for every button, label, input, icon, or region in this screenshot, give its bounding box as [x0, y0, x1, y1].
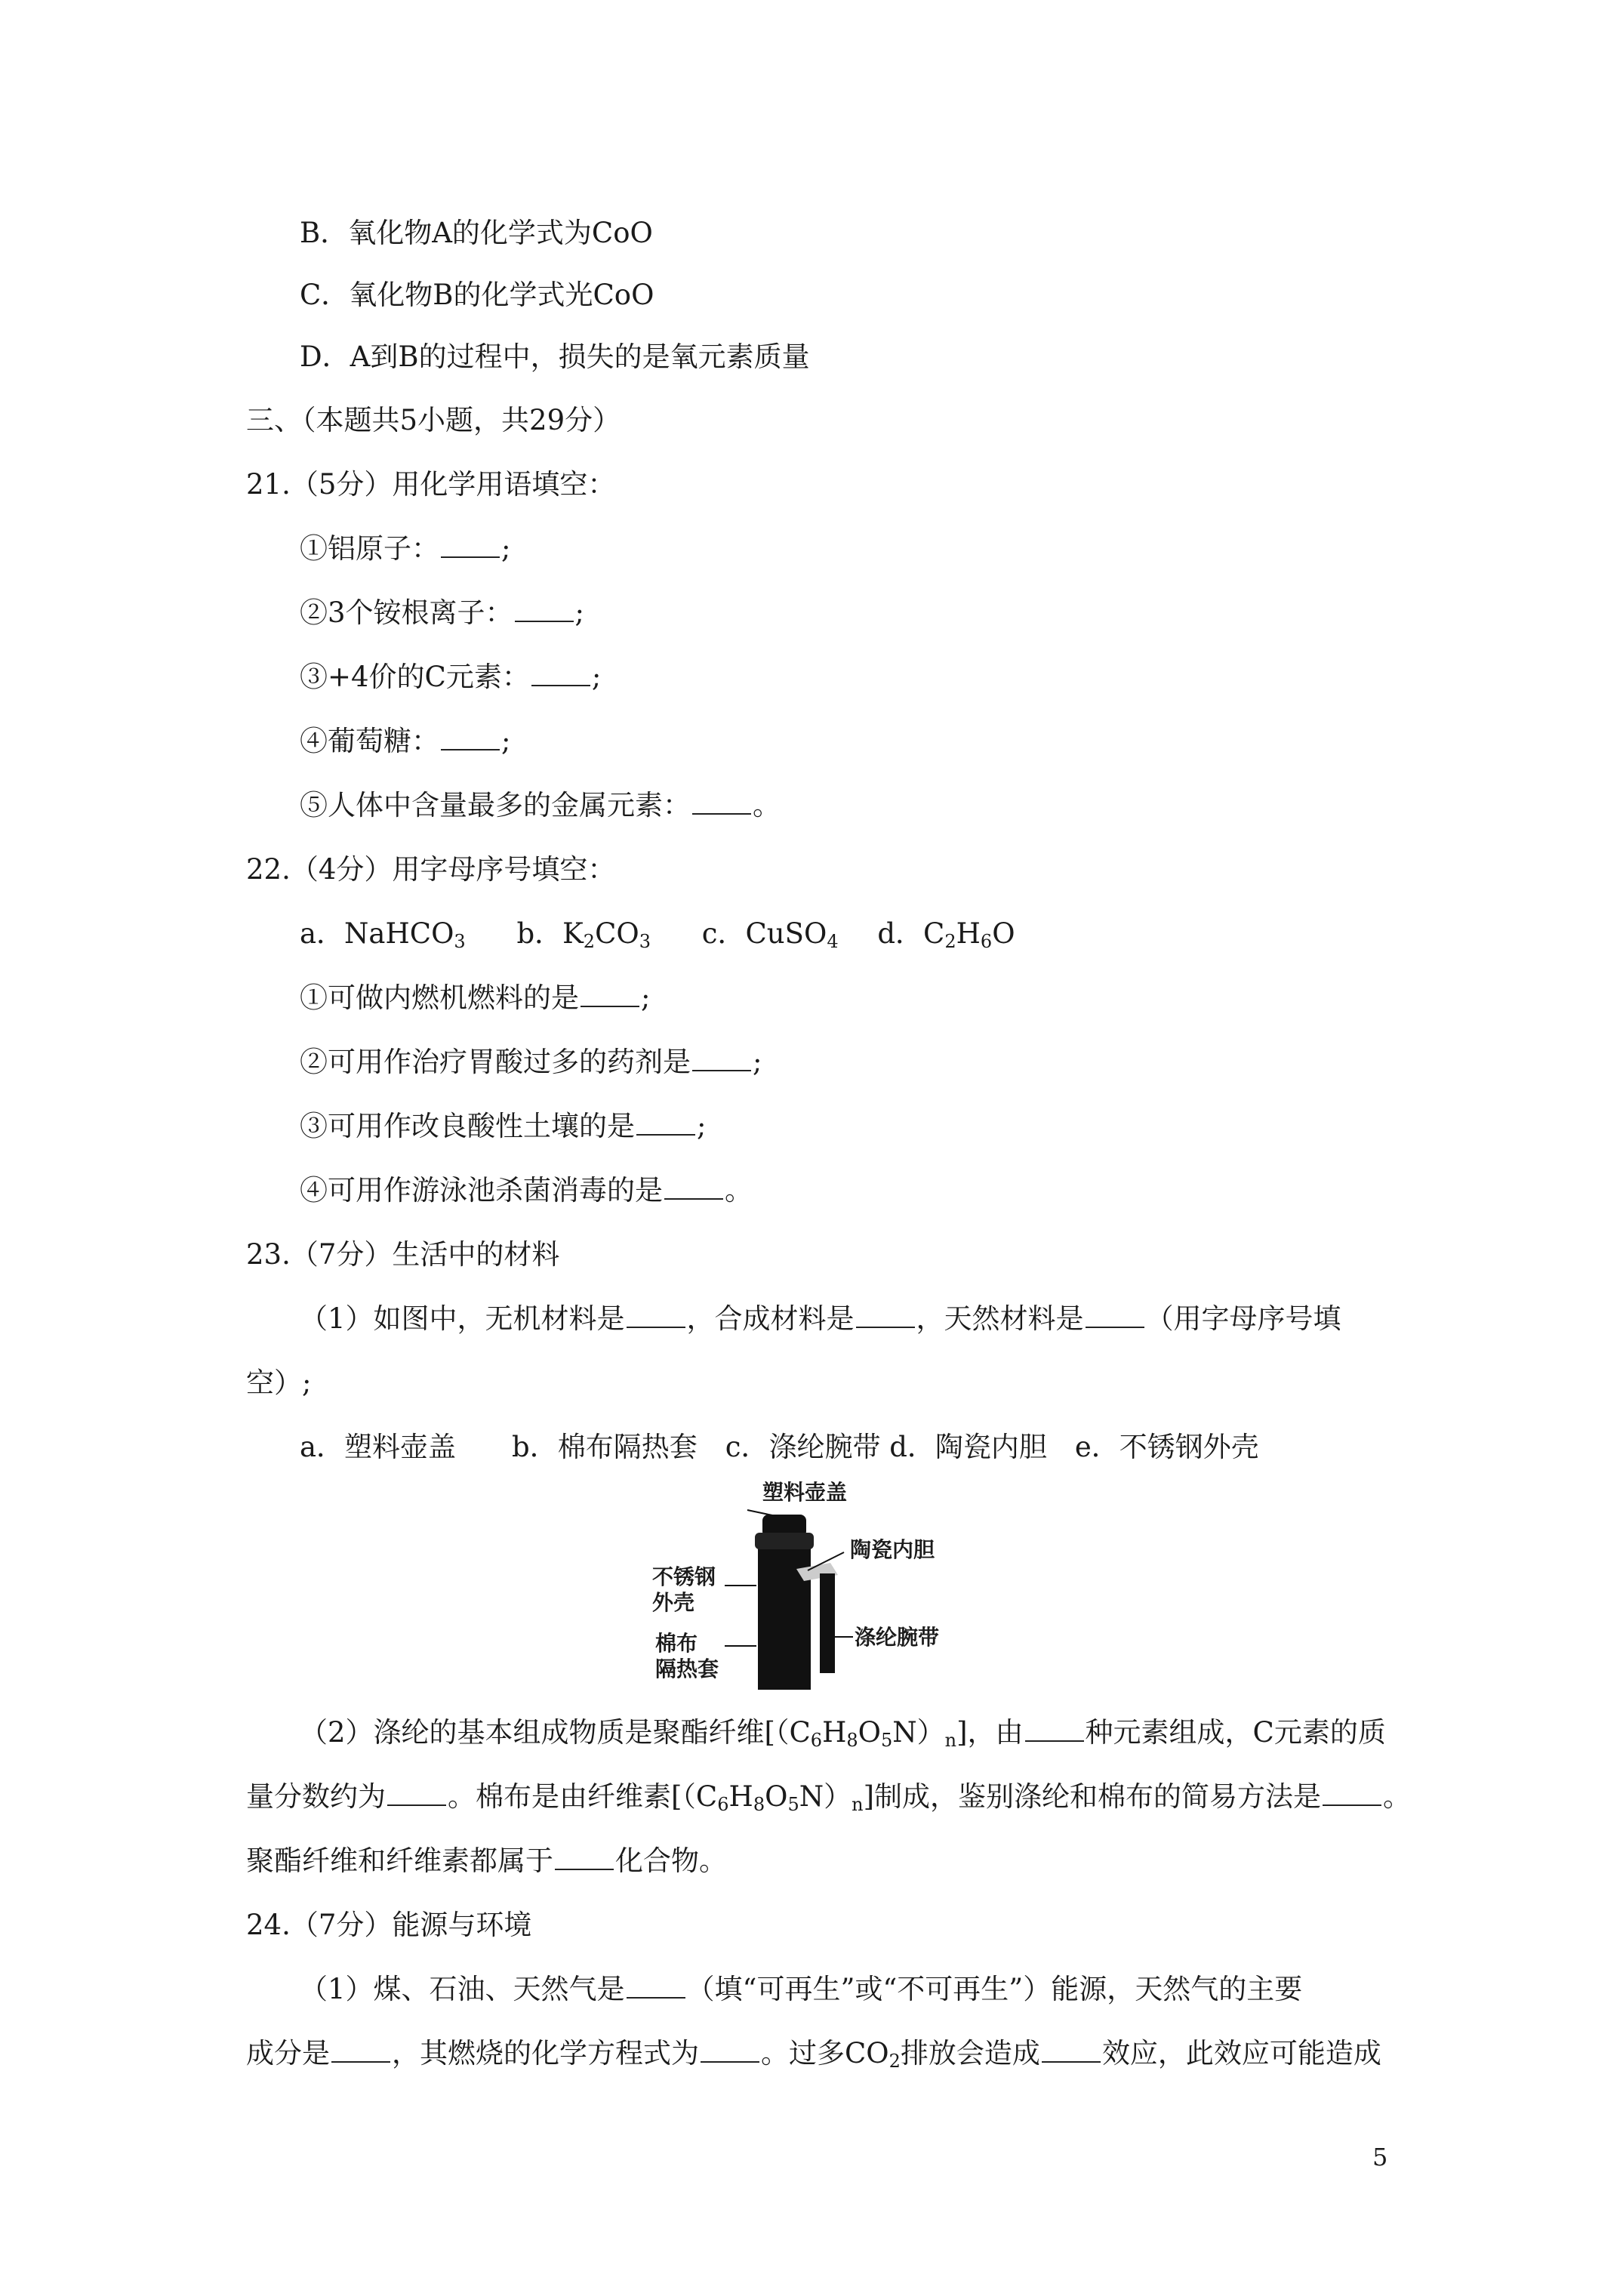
q21-item-4: ④葡萄糖： ;: [300, 725, 511, 757]
answer-blank[interactable]: [581, 980, 639, 1007]
answer-blank[interactable]: [1025, 1715, 1084, 1742]
q23-part-1-cont: 空）;: [246, 1367, 312, 1399]
q22-option-a: a．NaHCO$_3$: [300, 917, 466, 952]
q22-options: [300, 915, 1015, 953]
q23-part-1: （1）如图中，无机材料是 ，合成材料是 ，天然材料是 （用字母序号填: [300, 1302, 1341, 1335]
answer-blank[interactable]: [1042, 2036, 1101, 2063]
q22-option-d: d．$C_2H_6O$: [877, 917, 1015, 952]
question-23: 23.（7分）生活中的材料: [246, 1238, 560, 1271]
answer-blank[interactable]: [664, 1173, 723, 1200]
q23-part-2-line-2: 量分数约为 。棉布是由纤维素$[(C_6H_8O_5N)_n]$制成，鉴别涤纶和棉布的简易方法是 。: [246, 1780, 1411, 1815]
option-d: D．A到B的过程中，损失的是氧元素质量: [300, 341, 810, 373]
q21-item-3: ③+4价的C元素： ;: [300, 661, 602, 693]
answer-blank[interactable]: [441, 723, 500, 750]
label-steel-shell: 不锈钢 外壳: [652, 1564, 716, 1615]
section-3-heading: 三、（本题共5小题，共29分）: [246, 404, 621, 436]
answer-blank[interactable]: [441, 531, 500, 558]
answer-blank[interactable]: [331, 2036, 390, 2063]
q21-item-5: ⑤人体中含量最多的金属元素： 。: [300, 789, 781, 821]
q22-option-b: b．$K_2CO_3$: [516, 917, 651, 952]
q21-item-1: ①铝原子： ;: [300, 532, 511, 565]
answer-blank[interactable]: [627, 1971, 685, 1999]
answer-blank[interactable]: [627, 1301, 685, 1328]
label-plastic-lid: 塑料壶盖: [762, 1480, 848, 1505]
answer-blank[interactable]: [1323, 1779, 1381, 1806]
answer-blank[interactable]: [692, 787, 751, 815]
q23-part-2-line-3: 聚酯纤维和纤维素都属于 化合物。: [246, 1845, 727, 1877]
answer-blank[interactable]: [555, 1843, 614, 1870]
answer-blank[interactable]: [701, 2036, 759, 2063]
answer-blank[interactable]: [856, 1301, 915, 1328]
label-ceramic-liner: 陶瓷内胆: [850, 1537, 935, 1562]
label-polyester-strap: 涤纶腕带: [855, 1625, 940, 1650]
q22-item-2: ②可用作治疗胃酸过多的药剂是 ;: [300, 1046, 762, 1078]
q24-part-1-line-2: 成分是 ，其燃烧的化学方程式为 。过多$CO_2$排放会造成 效应，此效应可能造成: [246, 2037, 1381, 2072]
q22-item-3: ③可用作改良酸性土壤的是 ;: [300, 1110, 707, 1142]
option-b: B．氧化物A的化学式为CoO: [300, 217, 653, 249]
page-number: 5: [1372, 2143, 1388, 2171]
answer-blank[interactable]: [692, 1044, 751, 1071]
q23-options: a．塑料壶盖 b．棉布隔热套 c．涤纶腕带 d．陶瓷内胆 e．不锈钢外壳: [300, 1431, 1259, 1463]
label-cotton-sleeve: 棉布 隔热套: [655, 1631, 719, 1681]
answer-blank[interactable]: [636, 1108, 695, 1136]
q23-part-2-line-1: （2）涤纶的基本组成物质是聚酯纤维$[(C_6H_8O_5N)_n]$，由 种元素组成，C元素的质: [300, 1716, 1386, 1751]
q24-part-1-line-1: （1）煤、石油、天然气是 （填“可再生”或“不可再生”）能源，天然气的主要: [300, 1973, 1303, 2005]
answer-blank[interactable]: [531, 659, 590, 686]
q22-item-4: ④可用作游泳池杀菌消毒的是 。: [300, 1174, 753, 1207]
question-22: 22.（4分）用字母序号填空：: [246, 853, 616, 886]
q22-item-1: ①可做内燃机燃料的是 ;: [300, 982, 651, 1014]
answer-blank[interactable]: [387, 1779, 446, 1806]
q21-item-2: ②3个铵根离子： ;: [300, 596, 585, 629]
answer-blank[interactable]: [1086, 1301, 1144, 1328]
q22-option-c: c．CuSO$_4$: [701, 917, 839, 952]
question-21: 21.（5分）用化学用语填空：: [246, 468, 616, 501]
answer-blank[interactable]: [515, 595, 574, 622]
question-24: 24.（7分）能源与环境: [246, 1909, 532, 1941]
option-c: C．氧化物B的化学式光CoO: [300, 279, 654, 311]
thermos-figure: [649, 1480, 996, 1699]
